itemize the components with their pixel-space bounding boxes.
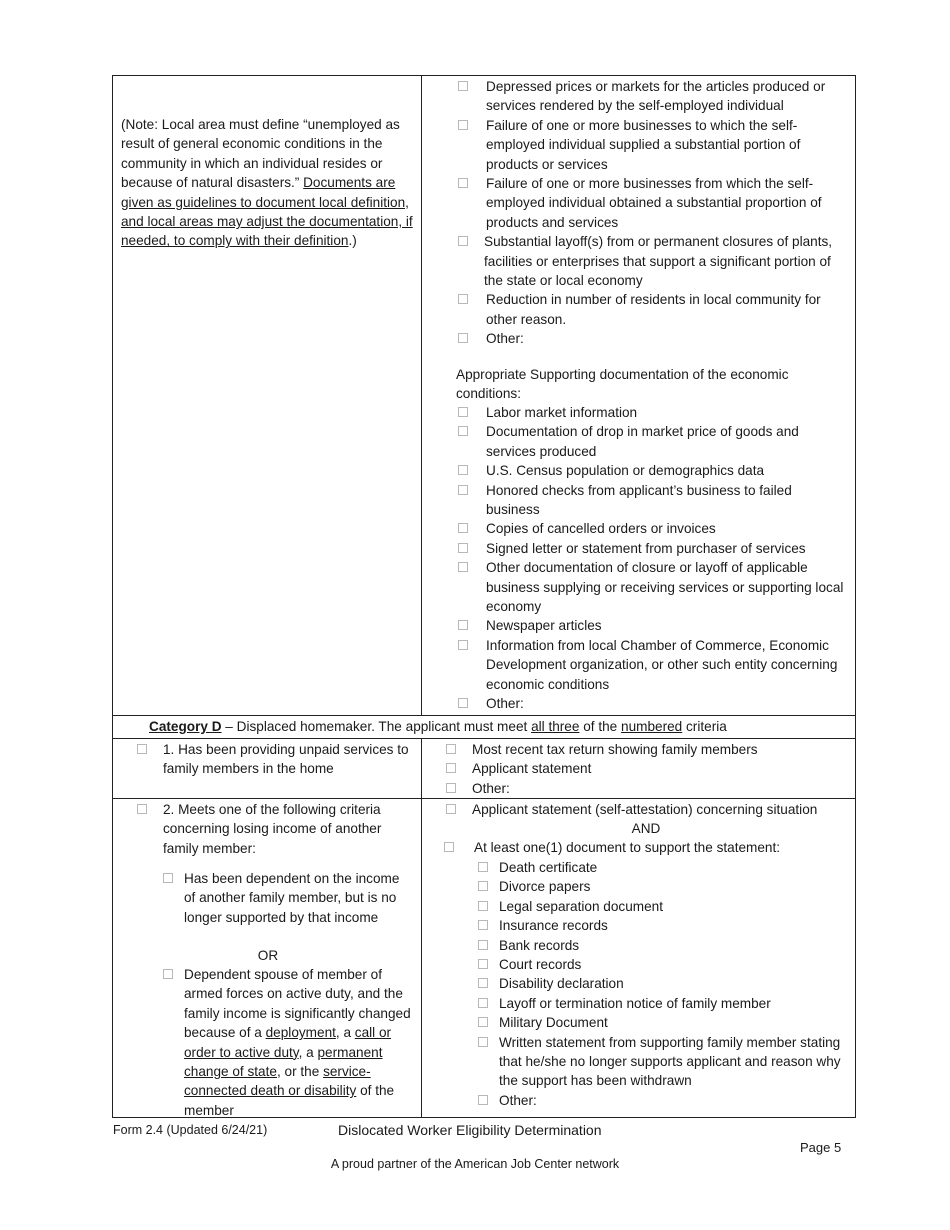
checkbox[interactable] <box>478 1095 488 1105</box>
checkbox[interactable] <box>458 236 468 246</box>
checkbox[interactable] <box>137 804 147 814</box>
checkbox[interactable] <box>458 640 468 650</box>
checkbox[interactable] <box>444 842 454 852</box>
criterion-1-cell <box>113 739 422 798</box>
at-least-one: At least one(1) document to support the statement: <box>444 838 849 857</box>
eligibility-table <box>112 75 856 1118</box>
doc-item: Other: <box>458 694 848 713</box>
checkbox[interactable] <box>458 562 468 572</box>
note-cell <box>113 76 422 715</box>
econ-item: Failure of one or more businesses to which the self-employed individual supplied a substantial portion of products or services <box>458 116 848 174</box>
partner-tagline: A proud partner of the American Job Center network <box>330 1157 620 1171</box>
econ-item: Reduction in number of residents in local community for other reason. <box>458 290 848 329</box>
checkbox[interactable] <box>458 543 468 553</box>
and-label: AND <box>631 821 661 836</box>
doc-item: Information from local Chamber of Commerce, Economic Development organization, or other such entity concerning economic conditions <box>458 636 848 694</box>
doc-item: Honored checks from applicant’s business to failed business <box>458 481 848 520</box>
checkbox[interactable] <box>446 744 456 754</box>
doc-item: U.S. Census population or demographics data <box>458 461 848 480</box>
doc-item: Copies of cancelled orders or invoices <box>458 519 848 538</box>
checkbox[interactable] <box>446 763 456 773</box>
checkbox[interactable] <box>478 978 488 988</box>
doc-item: Death certificate <box>478 858 848 877</box>
checkbox[interactable] <box>163 969 173 979</box>
doc-item: Other documentation of closure or layoff of applicable business supplying or receiving services or supporting local economy <box>458 558 848 616</box>
checkbox[interactable] <box>478 998 488 1008</box>
criterion-1-row <box>113 739 855 799</box>
criterion-1: 1. Has been providing unpaid services to family members in the home <box>137 740 413 779</box>
criterion-2-sub-b: Dependent spouse of member of armed forces on active duty, and the family income is significantly changed because of a deployment, a call or order to active duty, a permanent change of state, or the service-connected death or disability of the member <box>163 965 413 1120</box>
checkbox[interactable] <box>458 485 468 495</box>
econ-item: Other: <box>458 329 848 348</box>
doc-item: Most recent tax return showing family members <box>446 740 846 759</box>
checkbox[interactable] <box>163 873 173 883</box>
supporting-doc-heading: Appropriate Supporting documentation of the economic conditions: <box>456 367 789 402</box>
econ-item: Substantial layoff(s) from or permanent closures of plants, facilities or enterprises that support a significant portion of the state or local economy <box>458 232 848 290</box>
local-area-note: (Note: Local area must define “unemployed as result of general economic conditions in the community in which an individual resides or because of natural disasters.” Documents are given as guidelines to document local definition, and local areas may adjust the documentation, if needed, to comply with their definition.) <box>121 117 413 249</box>
checkbox[interactable] <box>478 940 488 950</box>
checkbox[interactable] <box>458 523 468 533</box>
doc-item: Layoff or termination notice of family member <box>478 994 848 1013</box>
economic-conditions-row <box>113 76 855 716</box>
criterion-2-sub-a: Has been dependent on the income of another family member, but is no longer supported by that income <box>163 869 413 927</box>
checkbox[interactable] <box>458 120 468 130</box>
checkbox[interactable] <box>458 620 468 630</box>
supporting-docs-list <box>458 403 848 714</box>
checkbox[interactable] <box>458 698 468 708</box>
doc-item: Bank records <box>478 936 848 955</box>
doc-item: Documentation of drop in market price of goods and services produced <box>458 422 848 461</box>
checkbox[interactable] <box>478 862 488 872</box>
checkbox[interactable] <box>458 81 468 91</box>
checkbox[interactable] <box>478 881 488 891</box>
economic-conditions-cell <box>422 76 855 715</box>
checkbox[interactable] <box>478 1037 488 1047</box>
criterion-2-docs-cell <box>422 799 855 1117</box>
checkbox[interactable] <box>458 426 468 436</box>
checkbox[interactable] <box>137 744 147 754</box>
checkbox[interactable] <box>478 1017 488 1027</box>
checkbox[interactable] <box>478 959 488 969</box>
doc-item: Written statement from supporting family member stating that he/she no longer supports applicant and reason why the support has been withdrawn <box>478 1033 848 1091</box>
doc-item: Labor market information <box>458 403 848 422</box>
criterion-1-docs-cell <box>422 739 855 798</box>
form-title: Dislocated Worker Eligibility Determination <box>338 1122 602 1138</box>
criterion-1-docs <box>446 740 846 798</box>
doc-item: Other: <box>446 779 846 798</box>
doc-item: Applicant statement <box>446 759 846 778</box>
doc-item: Other: <box>478 1091 848 1110</box>
checkbox[interactable] <box>458 465 468 475</box>
checkbox[interactable] <box>458 294 468 304</box>
page-number: Page 5 <box>800 1140 842 1155</box>
checkbox[interactable] <box>446 783 456 793</box>
doc-item: Disability declaration <box>478 974 848 993</box>
criterion-2-cell <box>113 799 422 1117</box>
category-d-heading: Category D – Displaced homemaker. The applicant must meet all three of the numbered criteria <box>149 719 727 734</box>
doc-item: Military Document <box>478 1013 848 1032</box>
doc-item: Newspaper articles <box>458 616 848 635</box>
checkbox[interactable] <box>458 407 468 417</box>
category-d-row <box>113 716 855 739</box>
criterion-2: 2. Meets one of the following criteria concerning losing income of another family member: <box>137 800 413 858</box>
checkbox[interactable] <box>478 920 488 930</box>
doc-item: Legal separation document <box>478 897 848 916</box>
doc-item: Court records <box>478 955 848 974</box>
checkbox[interactable] <box>446 804 456 814</box>
or-label: OR <box>257 948 279 963</box>
doc-item: Signed letter or statement from purchaser of services <box>458 539 848 558</box>
criterion-2-row <box>113 799 855 1117</box>
form-number: Form 2.4 (Updated 6/24/21) <box>113 1123 268 1137</box>
economic-conditions-list <box>458 77 848 349</box>
applicant-statement: Applicant statement (self-attestation) concerning situation <box>446 800 851 819</box>
econ-item: Failure of one or more businesses from which the self-employed individual obtained a substantial proportion of products and services <box>458 174 848 232</box>
checkbox[interactable] <box>458 178 468 188</box>
doc-item: Divorce papers <box>478 877 848 896</box>
checkbox[interactable] <box>458 333 468 343</box>
checkbox[interactable] <box>478 901 488 911</box>
econ-item: Depressed prices or markets for the articles produced or services rendered by the self-employed individual <box>458 77 848 116</box>
doc-item: Insurance records <box>478 916 848 935</box>
criterion-2-docs <box>478 858 848 1110</box>
